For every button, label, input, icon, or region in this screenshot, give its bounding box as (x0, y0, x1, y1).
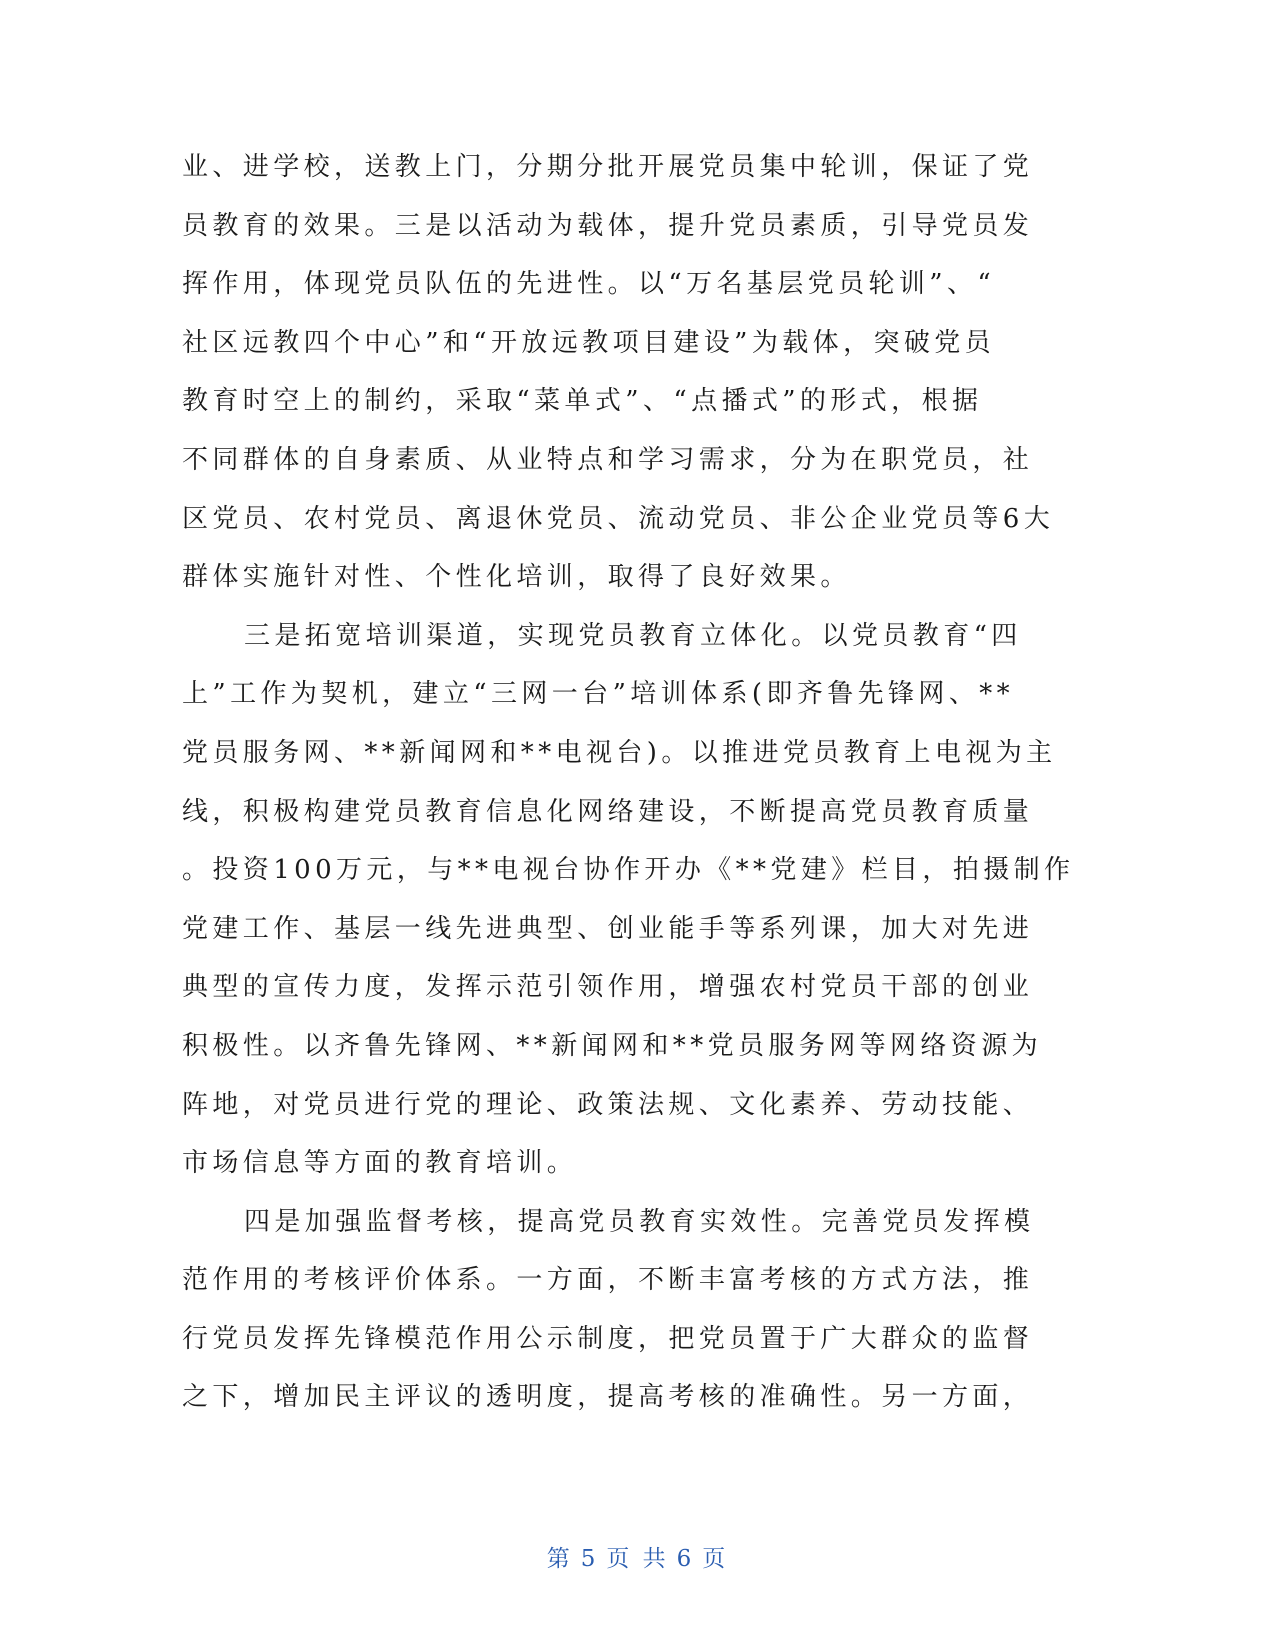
footer-mid: 页 共 (606, 1546, 669, 1572)
text-line: 党员服务网、**新闻网和**电视台)。以推进党员教育上电视为主 (182, 737, 1057, 768)
text-line: 教育时空上的制约，采取“菜单式”、“点播式”的形式，根据 (182, 386, 983, 417)
footer-prefix: 第 (546, 1546, 573, 1572)
footer-suffix: 页 (702, 1546, 729, 1572)
text-line: 。投资100万元，与**电视台协作开办《**党建》栏目，拍摄制作 (182, 855, 1075, 886)
text-line: 业、进学校，送教上门，分期分批开展党员集中轮训，保证了党 (182, 152, 1034, 182)
text-line: 积极性。以齐鲁先锋网、**新闻网和**党员服务网等网络资源为 (182, 1030, 1043, 1061)
text-line: 市场信息等方面的教育培训。 (182, 1148, 578, 1179)
text-line: 挥作用，体现党员队伍的先进性。以“万名基层党员轮训”、“ (182, 269, 996, 300)
text-line: 员教育的效果。三是以活动为载体，提升党员素质，引导党员发 (182, 210, 1034, 241)
total-pages-number: 6 (676, 1546, 695, 1572)
text-line: 群体实施针对性、个性化培训，取得了良好效果。 (182, 562, 851, 593)
text-line: 不同群体的自身素质、从业特点和学习需求，分为在职党员，社 (182, 444, 1034, 475)
page-footer (0, 1540, 1275, 1573)
text-line: 线，积极构建党员教育信息化网络建设，不断提高党员教育质量 (182, 796, 1034, 827)
paragraph-start-line: 三是拓宽培训渠道，实现党员教育立体化。以党员教育“四 (244, 620, 1022, 651)
current-page-number: 5 (580, 1546, 599, 1572)
text-line: 区党员、农村党员、离退休党员、流动党员、非公企业党员等6大 (182, 503, 1055, 534)
text-line: 范作用的考核评价体系。一方面，不断丰富考核的方式方法，推 (182, 1265, 1034, 1296)
text-line: 之下，增加民主评议的透明度，提高考核的准确性。另一方面， (182, 1382, 1034, 1413)
text-line: 阵地，对党员进行党的理论、政策法规、文化素养、劳动技能、 (182, 1089, 1034, 1120)
text-line: 上”工作为契机，建立“三网一台”培训体系(即齐鲁先锋网、** (182, 679, 1015, 710)
text-line: 行党员发挥先锋模范作用公示制度，把党员置于广大群众的监督 (182, 1323, 1034, 1354)
document-body (182, 138, 1075, 1427)
text-line: 社区远教四个中心”和“开放远教项目建设”为载体，突破党员 (182, 327, 996, 358)
paragraph-start-line: 四是加强监督考核，提高党员教育实效性。完善党员发挥模 (244, 1206, 1035, 1237)
text-line: 党建工作、基层一线先进典型、创业能手等系列课，加大对先进 (182, 913, 1034, 944)
text-line: 典型的宣传力度，发挥示范引领作用，增强农村党员干部的创业 (182, 972, 1034, 1003)
